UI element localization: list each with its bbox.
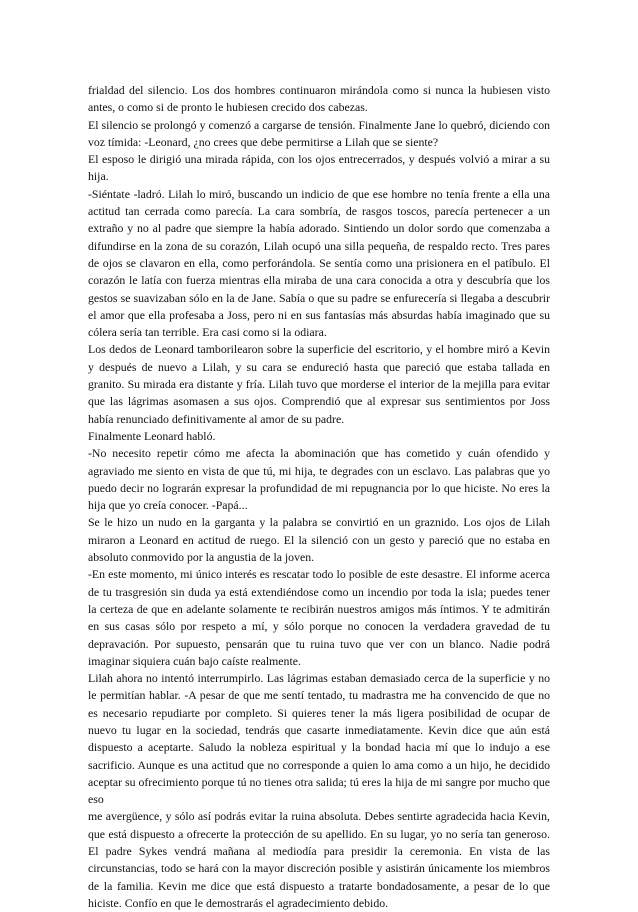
paragraph-2: El silencio se prolongó y comenzó a cargarse de tensión. Finalmente Jane lo quebró, diciendo con voz tímida: -Leonard, ¿no crees que debe permitirse a Lilah que se siente? [88, 117, 550, 149]
paragraph-3: El esposo le dirigió una mirada rápida, con los ojos entrecerrados, y después volvió a mirar a su hija. [88, 152, 550, 184]
paragraph-9: -En este momento, mi único interés es rescatar todo lo posible de este desastre. El informe acerca de tu trasgresión sin duda ya está extendiéndose como un incendio por toda la isla; puedes tener la certeza de que en adelante solamente te recibirán nuestros amigos más íntimos. Y te admitirán en sus casas sólo por respeto a mí, y sólo porque no conocen la verdadera gravedad de tu depravación. Por supuesto, pensarán que tu ruina tuvo que ver con un blanco. Nadie podrá imaginar siquiera cuán bajo caíste realmente. [88, 567, 550, 668]
paragraph-5: Los dedos de Leonard tamborilearon sobre la superficie del escritorio, y el hombre miró a Kevin y después de nuevo a Lilah, y su cara se endureció hasta que pareció que estaba tallada en granito. Su mirada era distante y fría. Lilah tuvo que morderse el interior de la mejilla para evitar que las lágrimas asomasen a sus ojos. Comprendió que al expresar sus sentimientos por Joss había renunciado definitivamente al amor de su padre. [88, 342, 550, 426]
paragraph-11: me avergüence, y sólo así podrás evitar la ruina absoluta. Debes sentirte agradecida hacia Kevin, que está dispuesto a ofrecerte la protección de su apellido. En su lugar, yo no sería tan generoso. El padre Sykes vendrá mañana al mediodía para presidir la ceremonia. En vista de las circunstancias, todo se hará con la mayor discreción posible y asistirán únicamente los miembros de la familia. Kevin me dice que está dispuesto a tratarte bondadosamente, a pesar de lo que hiciste. Confío en que le demostrarás el agradecimiento debido. [88, 809, 550, 910]
paragraph-1: frialdad del silencio. Los dos hombres continuaron mirándola como si nunca la hubiesen visto antes, o como si de pronto le hubiesen crecido dos cabezas. [88, 83, 550, 115]
paragraph-7: -No necesito repetir cómo me afecta la abominación que has cometido y cuán ofendido y agraviado me siento en vista de que tú, mi hija, te degrades con un esclavo. Las palabras que yo puedo decir no lograrán expresar la profundidad de mi repugnancia por lo que hiciste. No eres la hija que yo creía conocer. -Papá... [88, 446, 550, 513]
paragraph-6: Finalmente Leonard habló. [88, 428, 216, 443]
paragraph-4: -Siéntate -ladró. Lilah lo miró, buscando un indicio de que ese hombre no tenía frente a ella una actitud tan cerrada como parecía. La cara sombría, de rasgos toscos, parecía pertenecer a un extraño y no al padre que siempre la había adorado. Sintiendo un dolor sordo que comenzaba a difundirse en la zona de su corazón, Lilah ocupó una silla pequeña, de respaldo recto. Tres pares de ojos se clavaron en ella, como perforándola. Se sentía como una prisionera en el patíbulo. El corazón le latía con fuerza mientras ella miraba de una cara conocida a otra y descubría que los gestos se suavizaban sólo en la de Jane. Sabía o que su padre se enfurecería si llegaba a descubrir el amor que ella profesaba a Joss, pero ni en sus fantasías más absurdas había imaginado que su cólera sería tan terrible. Era casi como si la odiara. [88, 186, 550, 340]
paragraph-10: Lilah ahora no intentó interrumpirlo. Las lágrimas estaban demasiado cerca de la superficie y no le permitían hablar. -A pesar de que me sentí tentado, tu madrastra me ha convencido de que no es necesario repudiarte por completo. Si quieres tener la más ligera posibilidad de ocupar de nuevo tu lugar en la sociedad, tendrás que casarte inmediatamente. Kevin dice que aún está dispuesto a aceptarte. Saludo la nobleza espiritual y la bondad hacia mí que lo indujo a ese sacrificio. Aunque es una actitud que no corresponde a quien lo ama como a un hijo, he decidido aceptar su ofrecimiento porque tú no tienes otra salida; tú eres la hija de mi sangre por mucho que eso [88, 671, 550, 807]
paragraph-8: Se le hizo un nudo en la garganta y la palabra se convirtió en un graznido. Los ojos de Lilah miraron a Leonard en actitud de ruego. El la silenció con un gesto y pareció que no estaba en absoluto conmovido por la angustia de la joven. [88, 515, 550, 565]
document-page [88, 82, 550, 912]
